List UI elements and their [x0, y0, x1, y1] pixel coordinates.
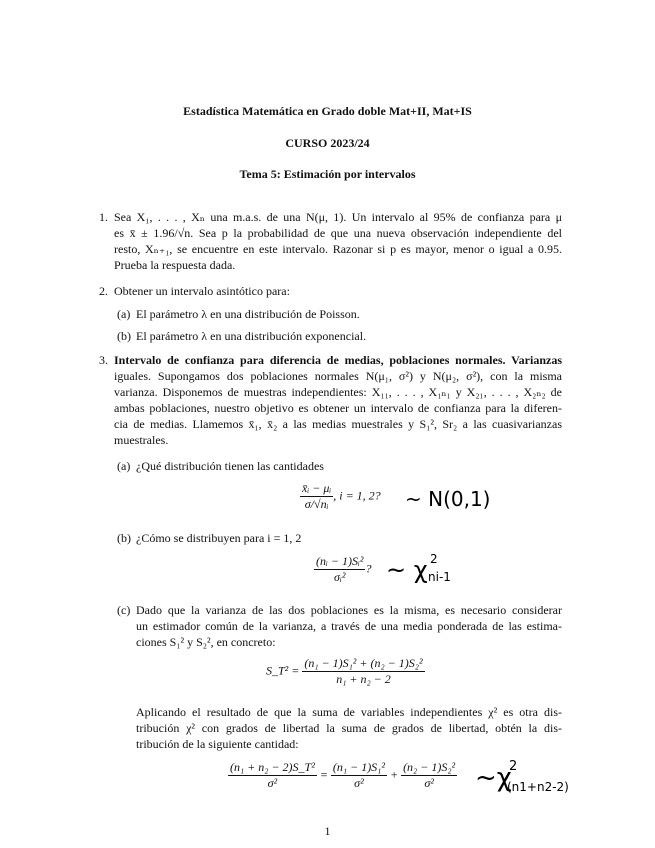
- problem-3-line: ambas poblaciones, nuestro objetivo es obtener un intervalo de confianza para la diferen-: [114, 401, 562, 415]
- numerator: (n₁ − 1)S₁² + (n₂ − 1)S₂²: [304, 656, 423, 670]
- problem-3b-formula: [314, 554, 371, 585]
- problem-3a-label: (a): [117, 459, 131, 473]
- problem-3-line: muestrales.: [114, 433, 169, 447]
- numerator: (n₁ + n₂ − 2)S_T²: [230, 760, 315, 774]
- handwriting-sub: (n1+n2-2): [507, 780, 569, 794]
- formula-tail: ?: [365, 561, 372, 576]
- course-label: CURSO 2023/24: [285, 136, 370, 150]
- fraction: [331, 760, 387, 791]
- problem-3-line: cia de medias. Llamemos x̄₁, x̄₂ a las medias muestrales y S₁², Sr₂ a las cuasivarianzas: [114, 417, 562, 431]
- problem-1-text: [114, 209, 562, 273]
- denominator: σ²: [424, 776, 434, 790]
- problem-3-number: 3.: [99, 353, 108, 367]
- problem-3c-text-2: [136, 704, 562, 752]
- equals-sign: =: [319, 767, 328, 782]
- problem-1-line: es x̄ ± 1.96/√n. Sea p la probabilidad de que una nueva observación independiente del: [114, 226, 562, 240]
- denominator: σ²: [354, 776, 364, 790]
- problem-3c-line: tribución de la siguiente cantidad:: [136, 737, 299, 751]
- handwritten-answer-3a: [405, 484, 501, 518]
- topic-heading: Tema 5: Estimación por intervalos: [239, 167, 416, 181]
- problem-3a-text: ¿Qué distribución tienen las cantidades: [136, 459, 324, 473]
- problem-1-number: 1.: [99, 210, 108, 224]
- problem-3c-line: Aplicando el resultado de que la suma de variables independientes χ² es otra dis-: [136, 705, 562, 719]
- handwriting-n01: [405, 484, 501, 514]
- denominator: σ²: [267, 776, 278, 790]
- denominator: σᵢ²: [334, 570, 346, 584]
- document-title: Estadística Matemática en Grado doble Mat+II, Mat+IS: [183, 104, 472, 118]
- problem-2b-label: (b): [117, 329, 131, 343]
- problem-2a-label: (a): [117, 307, 131, 321]
- problem-3b-label: (b): [117, 531, 131, 545]
- problem-3c-line: tribución χ² con grados de libertad la suma de grados de libertad, obtén la dis-: [136, 721, 562, 735]
- fraction: [302, 656, 424, 687]
- plus-sign: +: [389, 767, 399, 782]
- problem-3-line: varianza. Disponemos de muestras independientes: X₁₁, . . . , X₁ₙ₁ y X₂₁, . . . , X₂ₙ₂ de: [114, 385, 562, 399]
- handwriting-symbol: ~χ: [475, 763, 512, 793]
- handwriting-sup: 2: [509, 759, 518, 774]
- problem-3b-text: ¿Cómo se distribuyen para i = 1, 2: [136, 531, 302, 545]
- problem-3c-label: (c): [117, 603, 131, 617]
- handwriting-sub: ni-1: [428, 570, 451, 584]
- problem-2-number: 2.: [99, 284, 108, 298]
- problem-2a-text: El parámetro λ en una distribución de Poisson.: [136, 307, 360, 321]
- problem-3-line: iguales. Supongamos dos poblaciones normales N(μ₁, σ²) y N(μ₂, σ²), con la misma: [114, 369, 562, 383]
- handwriting-chi-sq: [386, 552, 466, 588]
- problem-2-intro: Obtener un intervalo asintótico para:: [114, 284, 290, 298]
- problem-2b-text: El parámetro λ en una distribución exponencial.: [136, 329, 367, 343]
- fraction: [300, 481, 333, 512]
- problem-1-line: resto, Xₙ₊₁, se encuentre en este intervalo. Razonar si p es mayor, menor o igual a 0.95.: [114, 242, 562, 256]
- fraction: [401, 760, 457, 791]
- problem-3c-text: [136, 602, 562, 650]
- problem-3c-line: Dado que la varianza de las dos poblaciones es la misma, es necesario considerar: [136, 603, 562, 617]
- problem-3a-formula: [300, 481, 381, 512]
- fraction: [314, 554, 365, 585]
- handwriting-symbol: ~ χ: [386, 556, 428, 584]
- numerator: (n₂ − 1)S₂²: [403, 760, 456, 774]
- handwritten-answer-3b: [386, 552, 466, 592]
- numerator: x̄ᵢ − μᵢ: [302, 481, 332, 495]
- problem-3-line: Intervalo de confianza para diferencia de medias, poblaciones normales. Varianzas: [114, 353, 562, 367]
- page-number: 1: [324, 824, 331, 838]
- problem-3c-line: un estimador común de la varianza, a través de una media ponderada de las estima-: [136, 619, 562, 633]
- problem-1-line: Prueba la respuesta dada.: [114, 258, 236, 272]
- problem-3c-line: ciones S₁² y S₂², en concreto:: [136, 635, 276, 649]
- formula-lhs: S_T² =: [266, 663, 300, 678]
- denominator: σ/√nᵢ: [304, 497, 329, 511]
- problem-1-line: Sea X₁, . . . , Xₙ una m.a.s. de una N(μ, 1). Un intervalo al 95% de confianza para μ: [114, 210, 562, 224]
- denominator: n₁ + n₂ − 2: [336, 672, 391, 686]
- numerator: (nᵢ − 1)Sᵢ²: [316, 554, 364, 568]
- chi-square-sum-formula: [228, 760, 457, 791]
- handwriting-chi-sq-pooled: [475, 758, 585, 798]
- numerator: (n₁ − 1)S₁²: [332, 760, 385, 774]
- pooled-variance-formula: [266, 656, 425, 687]
- handwriting-sup: 2: [430, 552, 438, 566]
- handwriting-text: ~ N(0,1): [405, 487, 491, 511]
- formula-tail: , i = 1, 2?: [333, 488, 381, 503]
- fraction: [228, 760, 317, 791]
- handwritten-answer-3c: [475, 758, 585, 802]
- problem-3-text: [114, 352, 562, 448]
